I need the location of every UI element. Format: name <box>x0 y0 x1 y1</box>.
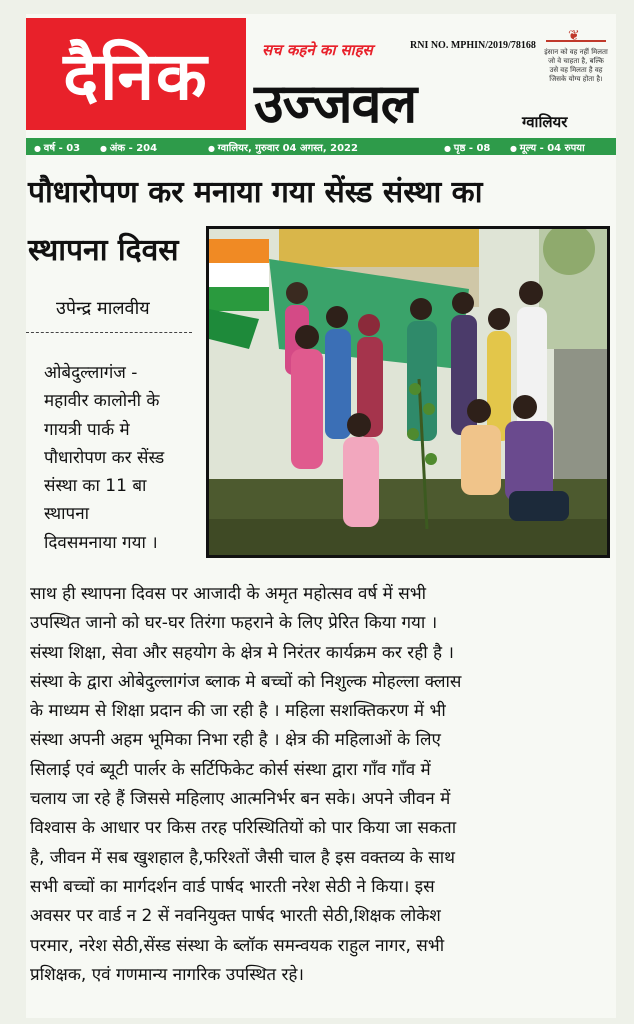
intro-line: स्थापना <box>44 504 90 525</box>
headline-line: स्थापना दिवस <box>28 233 179 268</box>
quote-line: जिसके योग्य होता है। <box>549 75 603 83</box>
issue-info-bar <box>26 138 616 155</box>
quote-line: जो वे चाहता है, बल्कि <box>548 57 604 65</box>
headline-line: पौधारोपण कर मनाया गया सेंस्ड संस्था का <box>28 175 483 210</box>
body-line: संस्था के द्वारा ओबेदुल्लागंज ब्लाक मे बच्चों को निशुल्क मोहल्ला क्लास <box>30 671 462 692</box>
masthead-slogan: सच कहने का साहस <box>262 41 373 59</box>
masthead-quote <box>540 32 612 106</box>
intro-line: दिवसमनाया गया । <box>44 532 158 553</box>
body-line: के माध्यम से शिक्षा प्रदान की जा रही है । महिला सशक्तिकरण में भी <box>30 701 446 722</box>
body-line: है, जीवन में सब खुशहाल है,फरिश्तों जैसी चाल है इस वक्तव्य के साथ <box>30 847 456 868</box>
body-line: प्रशिक्षक, एवं गणमान्य नागरिक उपस्थित रहे। <box>30 964 304 985</box>
event-photo-illustration <box>209 229 607 555</box>
intro-line: संस्था का 11 बा <box>44 476 147 497</box>
body-line: सिलाई एवं ब्यूटी पार्लर के सर्टिफिकेट कोर्स संस्था द्वारा गाँव गाँव में <box>30 759 431 780</box>
body-line: सभी बच्चों का मार्गदर्शन वार्ड पार्षद भारती नरेश सेठी ने किया। इस <box>30 876 435 897</box>
newspaper-page <box>26 14 616 1018</box>
article-intro <box>44 359 219 557</box>
issue-number: ● अंक - 204 <box>100 140 157 154</box>
intro-line: पौधारोपण कर सेंस्ड <box>44 447 165 468</box>
intro-line: महावीर कालोनी के <box>44 391 160 412</box>
rni-number: RNI NO. MPHIN/2019/78168 <box>410 40 536 51</box>
issue-pages: ● पृष्ठ - 08 <box>444 140 490 154</box>
masthead-city: ग्वालियर <box>522 113 568 131</box>
event-photo <box>206 226 610 558</box>
byline-divider <box>26 332 192 333</box>
body-line: संस्था अपनी अहम भूमिका निभा रही है । क्षेत्र की महिलाओं के लिए <box>30 730 441 751</box>
body-line: साथ ही स्थापना दिवस पर आजादी के अमृत महोत्सव वर्ष में सभी <box>30 584 427 604</box>
intro-line: गायत्री पार्क मे <box>44 419 130 440</box>
logo-word: दैनिक <box>63 38 209 115</box>
body-line: अवसर पर वार्ड न 2 सें नवनियुक्त पार्षद भारती सेठी,शिक्षक लोकेश <box>30 906 441 927</box>
issue-year: ● वर्ष - 03 <box>34 140 80 154</box>
article-body <box>30 580 616 990</box>
body-line: संस्था शिक्षा, सेवा और सहयोग के क्षेत्र मे निरंतर कार्यक्रम कर रही है । <box>30 642 454 663</box>
body-line: परमार, नरेश सेठी,सेंस्ड संस्था के ब्लॉक समन्वयक राहुल नागर, सभी <box>30 935 445 956</box>
article-byline: उपेन्द्र मालवीय <box>56 298 150 319</box>
body-line: विश्वास के आधार पर किस तरह परिस्थितियों को पार किया जा सकता <box>30 818 457 839</box>
paper-name: उज्जवल <box>254 72 417 135</box>
quote-line: इंसान को वह नहीं मिलता <box>544 48 608 56</box>
issue-place-date: ● ग्वालियर, गुरुवार 04 अगस्त, 2022 <box>208 140 358 154</box>
intro-line: ओबेदुल्लागंज - <box>44 363 138 383</box>
ornament-icon <box>546 32 606 46</box>
issue-price: ● मूल्य - 04 रुपया <box>510 140 585 154</box>
body-line: चलाय जा रहे हैं जिससे महिलाए आत्मनिर्भर बन सके। अपने जीवन में <box>30 789 451 810</box>
body-line: उपस्थित जानो को घर-घर तिरंगा फहराने के लिए प्रेरित किया गया । <box>30 613 438 634</box>
quote-line: उसे वह मिलता है वह <box>549 66 603 74</box>
masthead-logo <box>26 18 246 130</box>
